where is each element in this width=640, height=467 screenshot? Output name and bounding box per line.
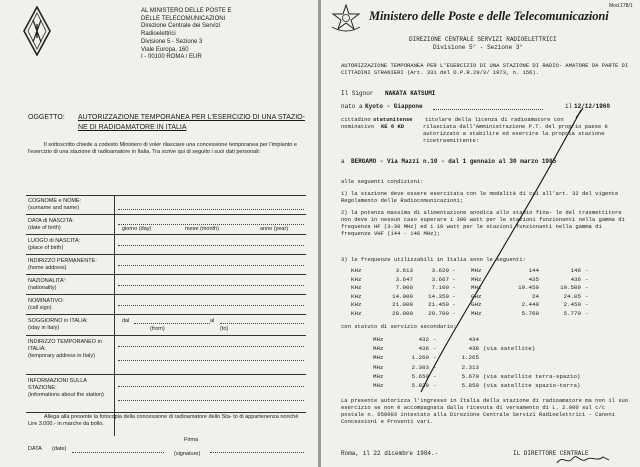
secondary-frequency-cell: MHz — [373, 372, 384, 380]
field-label-en: (place of birth) — [28, 245, 64, 251]
entry-line[interactable] — [118, 386, 304, 387]
frequency-cell: 14.350 — [428, 292, 449, 300]
secondary-frequency-cell: 434 — [468, 336, 479, 343]
secondary-frequency-cell: 5.830 — [411, 382, 429, 389]
address-line: Viale Europa, 160 — [141, 46, 189, 53]
frequency-cell: 436 — [570, 275, 581, 283]
frequency-cell: 24.05 — [563, 292, 581, 300]
secondary-frequency-cell: 2.303 — [411, 363, 429, 371]
birthplace: Kyoto - Giappone — [365, 103, 423, 110]
frequency-cell: 3.667 — [431, 275, 449, 283]
range-dash: - — [452, 292, 456, 300]
range-dash: - — [585, 284, 589, 292]
field-label: COGNOME e NOME: — [28, 198, 82, 204]
signature-entry-line[interactable] — [210, 452, 304, 453]
divider — [26, 274, 306, 275]
divider — [26, 314, 306, 315]
subject-line: NE DI RADIOAMATORE IN ITALIA — [78, 124, 187, 131]
born-label: nato a — [341, 103, 363, 110]
field-label-en: (home address) — [28, 265, 67, 271]
entry-line[interactable] — [118, 224, 304, 225]
station-location: BERGAMO - Via Mazzi n.10 - dal 1 gennaio al 30 marzo 1985 — [351, 158, 557, 165]
born-on-label: il — [565, 103, 573, 110]
direzione-line: DIREZIONE CENTRALE SERVIZI RADIOELETTRICI — [409, 36, 557, 43]
date-label-en: (date) — [52, 446, 67, 452]
secondary-frequency-cell: (via satellite terra-spazio) — [483, 372, 581, 380]
field-label: LUOGO di NASCITA: — [28, 238, 81, 244]
divider — [26, 374, 306, 375]
field-label: SOGGIORNO in ITALIA: — [28, 318, 88, 324]
secondary-frequency-cell: 1.265 — [461, 354, 479, 362]
entry-line[interactable] — [118, 360, 304, 361]
entry-line[interactable] — [118, 346, 304, 347]
secondary-frequency-cell: 5.670 — [461, 372, 479, 380]
secondary-frequency-cell: 432 — [418, 336, 429, 343]
frequency-cell: 29.700 — [428, 310, 449, 317]
condition-2: 2) la potenza massima di alimentazione anodica allo stadio fina- le del trasmettitore non deve in nessun caso superare i 300 watt per le stazioni funzionanti nella gamma di frequenze HF (3-30 MHz) ed i 10 watt per le stazioni funzionanti nella gamma di frequenze VHF (144 - 146 MHz); — [341, 209, 625, 237]
secondary-frequency-cell: - — [433, 354, 437, 362]
frequency-cell: 7.000 — [395, 284, 413, 292]
secondary-frequency-cell: MHz — [373, 382, 384, 389]
frequency-cell: 435 — [528, 275, 539, 283]
frequency-cell: MHz — [471, 275, 482, 283]
date-label: DATA — [28, 446, 42, 452]
entry-line[interactable] — [118, 265, 304, 266]
secondary-heading: con statuto di servizio secondario: — [341, 323, 457, 330]
signature-label-en: (signature) — [174, 451, 201, 457]
range-dash: - — [452, 275, 456, 283]
entry-line[interactable] — [118, 245, 304, 246]
condition-3: 3) le frequenze utilizzabili in Italia sono le seguenti: — [341, 256, 526, 263]
frequency-cell: 28.000 — [392, 310, 413, 317]
frequency-cell: KHz — [351, 301, 362, 309]
footer-note: Allega alla presente la fotocopia della concessione di radioamatore dello Sta- to di appartenenza nonchè Lire 3.000.- in marche da bollo. — [28, 414, 299, 427]
field-label-en: (temporary address in Italy) — [28, 353, 95, 359]
stay-to-en: (to) — [220, 326, 229, 332]
secondary-frequency-cell: MHz — [373, 363, 384, 371]
entry-line[interactable] — [118, 400, 304, 401]
field-label: INDIRIZZO TEMPORANEO in ITALIA: — [28, 339, 102, 352]
field-label: INDIRIZZO PERMANENTE: — [28, 258, 97, 264]
cancellation-stroke — [321, 0, 640, 467]
field-label-en: (nationality) — [28, 285, 57, 291]
range-dash: - — [585, 267, 589, 274]
divider — [26, 234, 306, 235]
frequency-cell: KHz — [351, 310, 362, 317]
secondary-frequency-cell: 436 — [418, 345, 429, 353]
divider — [26, 254, 306, 255]
director-title: IL DIRETTORE CENTRALE — [513, 450, 589, 457]
divider — [26, 195, 306, 196]
callsign: KE 6 KD — [381, 123, 405, 130]
frequency-cell: MHz — [471, 267, 482, 274]
frequency-cell: 3.613 — [395, 267, 413, 274]
signature-scribble — [553, 452, 613, 467]
field-label-en: (call sign) — [28, 305, 52, 311]
stay-from-label: dal — [122, 318, 130, 324]
field-label-en: (stay in Italy) — [28, 325, 60, 331]
closing-paragraph: La presente autorizza l'ingresso in Italia della stazione di radioamatore ma non il suo esercizio se non è accompagnata dalla ricevuta di versamento di L. 2.000 sul c/c postale n. 659003 intestato alla Direzione Centrale Servizi Radioelettrici - Canoni Concessioni e Proventi vari. — [341, 397, 629, 425]
frequency-cell: 7.100 — [431, 284, 449, 292]
authorization-heading: AUTORIZZAZIONE TEMPORANEA PER L'ESERCIZIO DI UNA STAZIONE DI RADIO- AMATORE DA PARTE DI CITTADINI STRANIERI (Art. 331 del D.P.R.29/3/ 1973, n. 156). — [341, 62, 629, 76]
frequency-cell: 3.647 — [395, 275, 413, 283]
frequency-cell: 21.000 — [392, 301, 413, 309]
authorization-letter-page — [321, 0, 640, 467]
frequency-cell: MHz — [471, 310, 482, 317]
frequency-cell: KHz — [351, 292, 362, 300]
frequency-cell: 14.000 — [392, 292, 413, 300]
frequency-cell: 10.500 — [560, 284, 581, 292]
secondary-frequency-cell: MHz — [373, 354, 384, 362]
divisione-line: Divisione 5° - Sezione 3° — [433, 44, 524, 51]
frequency-cell: GHz — [471, 301, 482, 309]
secondary-frequency-cell: - — [433, 363, 437, 371]
holder-name: NAKATA KATSUMI — [385, 90, 436, 97]
entry-line[interactable] — [118, 285, 304, 286]
address-line: DELLE TELECOMUNICAZIONI — [141, 15, 226, 22]
field-label-en: (informations about the station) — [28, 392, 104, 398]
frequency-cell: 144 — [528, 267, 539, 274]
frequency-cell: 5.760 — [521, 310, 539, 317]
range-dash: - — [452, 301, 456, 309]
field-label: DATA di NASCITA: — [28, 218, 74, 224]
authorization-paragraph: rilasciata dall'Amministrazione P.T. del proprio paese è autorizzato a stabilire ed esercire la propria stazione ricetrasmittente: — [423, 123, 608, 144]
secondary-frequency-cell: 2.313 — [461, 363, 479, 371]
dob-day-label: giorno (day) — [122, 226, 152, 232]
frequency-cell: 2.440 — [521, 301, 539, 309]
secondary-frequency-cell: MHz — [373, 336, 384, 343]
birthdate: 12/12/1960 — [574, 103, 611, 110]
signor-label: Il Signor — [341, 90, 374, 97]
callsign-label: nominativo — [341, 123, 375, 130]
stay-to-label: al — [210, 318, 215, 324]
address-line: Radioelettrici — [141, 31, 176, 38]
amateur-radio-logo-icon — [22, 6, 52, 56]
field-label-en: (date of birth) — [28, 225, 61, 231]
address-line: Divisione 5 - Sezione 3 — [141, 38, 203, 45]
signature-label: Firma — [184, 437, 199, 443]
secondary-frequency-cell: - — [433, 336, 437, 343]
frequency-cell: KHz — [351, 284, 362, 292]
frequency-cell: 21.450 — [428, 301, 449, 309]
range-dash: - — [585, 292, 589, 300]
intro-paragraph: Il sottoscritto chiede a codesto Ministero di voler rilasciare una concessione temporanea per l'impianto e l'esercizio di una stazione di radioamatore in Italia. Tra scrive qui di seguito i suoi dati personali: — [28, 142, 297, 155]
dob-month-label: mese (month) — [185, 226, 219, 232]
entry-line[interactable] — [220, 323, 304, 324]
divider — [114, 195, 115, 436]
form-stamp: Mod.178/1 — [609, 3, 633, 9]
range-dash: - — [585, 310, 589, 317]
citizen-label: cittadino — [341, 116, 371, 123]
stay-from-en: (from) — [150, 326, 165, 332]
secondary-frequency-cell: 1.260 — [411, 354, 429, 362]
address-line: AL MINISTERO DELLE POSTE E — [141, 8, 232, 14]
frequency-cell: 2.450 — [563, 301, 581, 309]
place-date: Roma, il 22 dicembre 1984.- — [341, 450, 439, 457]
frequency-cell: 5.770 — [563, 310, 581, 317]
range-dash: - — [585, 275, 589, 283]
address-line: I - 00100 ROMA / EUR — [141, 54, 202, 61]
field-label: INFORMAZIONI SULLA STAZIONE: — [28, 378, 87, 391]
subject-label: OGGETTO: — [28, 114, 65, 121]
range-dash: - — [452, 310, 456, 317]
frequency-cell: GHz — [471, 292, 482, 300]
field-label: NAZIONALITA': — [28, 278, 67, 284]
frequency-cell: MHz — [471, 284, 482, 292]
range-dash: - — [585, 301, 589, 309]
license-line: titolare della licenza di radioamatore con — [425, 116, 564, 123]
secondary-frequency-cell: 438 — [468, 345, 479, 353]
secondary-frequency-cell: 5.650 — [411, 372, 429, 380]
divider — [26, 412, 306, 413]
frequency-cell: KHz — [351, 267, 362, 274]
frequency-cell: 146 — [570, 267, 581, 274]
secondary-frequency-cell: - — [433, 345, 437, 353]
nationality: statunitense — [373, 116, 413, 123]
range-dash: - — [452, 284, 456, 292]
address-line: Direzione Centrale dei Servizi — [141, 23, 221, 30]
dob-year-label: anno (year) — [260, 226, 289, 232]
frequency-cell: 3.620 — [431, 267, 449, 274]
divider — [26, 214, 306, 215]
secondary-frequency-cell: - — [433, 372, 437, 380]
field-label: NOMINATIVO: — [28, 298, 64, 304]
entry-line[interactable] — [118, 209, 304, 210]
secondary-frequency-cell: - — [433, 382, 437, 389]
frequency-cell: 24 — [532, 292, 539, 300]
frequency-cell: 10.450 — [518, 284, 539, 292]
address-block — [141, 8, 231, 62]
conditions-heading: alle seguenti condizioni: — [341, 178, 424, 185]
date-entry-line[interactable] — [72, 452, 164, 453]
divider — [26, 294, 306, 295]
secondary-frequency-cell: (via satellite spazio-terra) — [483, 382, 581, 389]
location-prefix: a — [341, 158, 345, 165]
frequency-cell: KHz — [351, 275, 362, 283]
range-dash: - — [452, 267, 456, 274]
subject-line: AUTORIZZAZIONE TEMPORANEA PER L'ESERCIZIO DI UNA STAZIO- — [78, 114, 305, 121]
secondary-frequency-cell: MHz — [373, 345, 384, 353]
entry-line[interactable] — [134, 323, 210, 324]
secondary-frequency-cell: 5.850 — [461, 382, 479, 389]
divider — [26, 335, 306, 336]
ministry-header: Ministero delle Poste e delle Telecomunicazioni — [369, 9, 609, 23]
field-label-en: (surname and name) — [28, 205, 80, 211]
secondary-frequency-cell: (via satellite) — [483, 345, 536, 353]
condition-1: 1) la stazione deve essere esercitata con le modalità di cui all'art. 32 del vigente Regolamento delle Radiocomunicazioni; — [341, 190, 619, 204]
entry-line[interactable] — [118, 305, 304, 306]
application-form-page — [0, 0, 318, 467]
